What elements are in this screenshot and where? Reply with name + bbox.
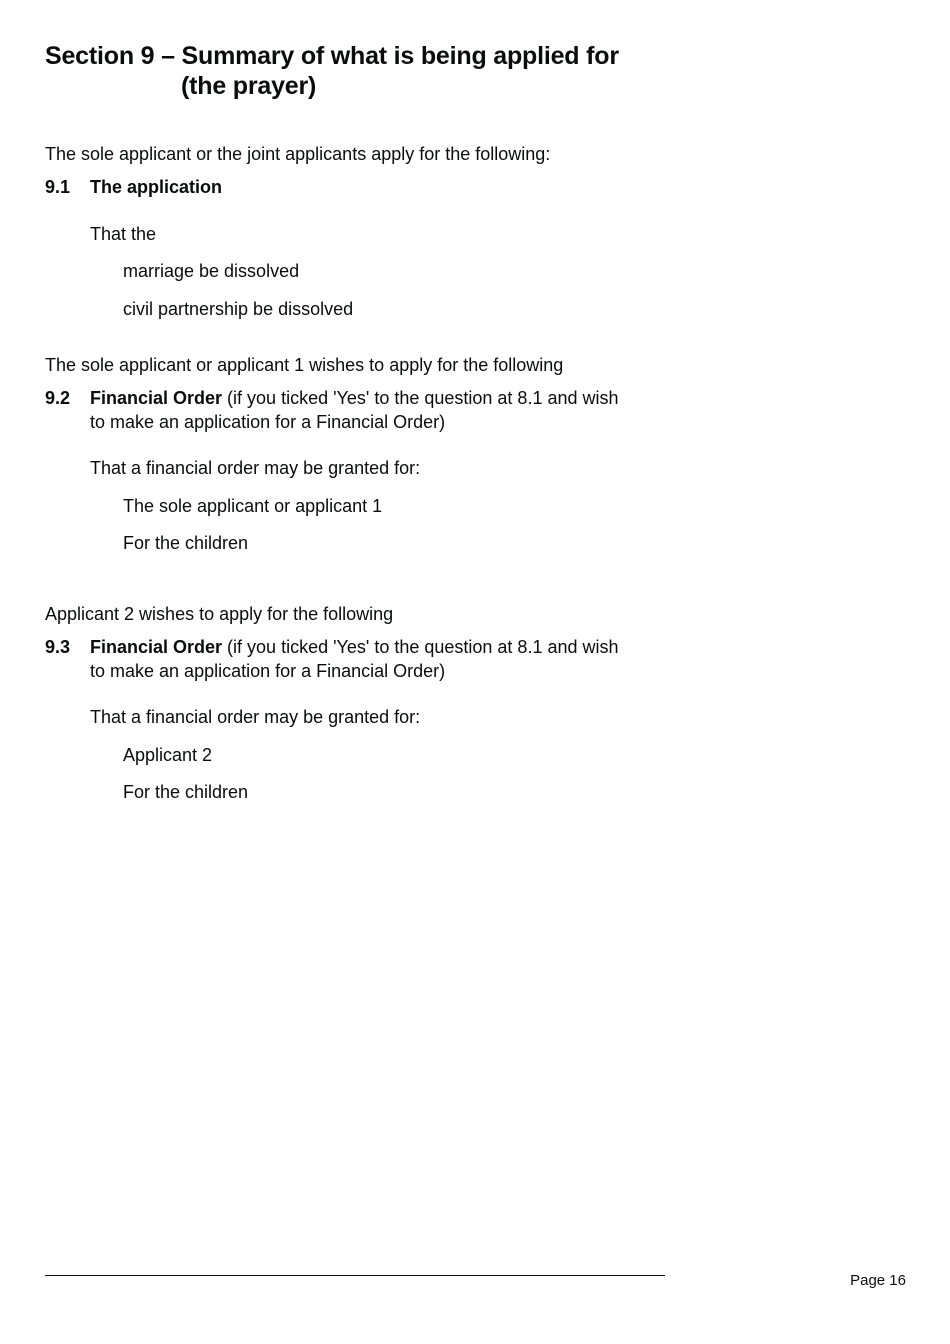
option-applicant-2: Applicant 2 <box>123 745 213 765</box>
question-title-9-3: Financial Order <box>90 637 223 657</box>
question-lead-9-1: That the <box>90 224 157 244</box>
question-lead-9-2: That a financial order may be granted for: <box>90 458 421 478</box>
question-note-9-2-line1: (if you ticked 'Yes' to the question at 8.1 and wish <box>222 388 619 408</box>
option-civil-partnership-dissolved: civil partnership be dissolved <box>123 299 354 319</box>
question-number-9-1: 9.1 <box>45 177 71 197</box>
question-lead-9-3: That a financial order may be granted for: <box>90 707 421 727</box>
question-title-9-1: The application <box>90 177 223 197</box>
option-sole-applicant: The sole applicant or applicant 1 <box>123 496 383 516</box>
question-note-9-3-line2: to make an application for a Financial Order) <box>90 661 446 681</box>
question-number-9-3: 9.3 <box>45 637 71 657</box>
question-heading-9-3 <box>90 635 619 659</box>
question-note-9-3-line1: (if you ticked 'Yes' to the question at 8.1 and wish <box>222 637 619 657</box>
option-children-9-2: For the children <box>123 533 249 553</box>
option-marriage-dissolved: marriage be dissolved <box>123 261 300 281</box>
footer-divider <box>45 1275 665 1276</box>
question-number-9-2: 9.2 <box>45 388 71 408</box>
question-title-9-2: Financial Order <box>90 388 223 408</box>
question-note-9-2-line2: to make an application for a Financial Order) <box>90 412 446 432</box>
s93-intro-text: Applicant 2 wishes to apply for the following <box>45 604 394 624</box>
page-number: Page 16 <box>850 1272 906 1289</box>
intro-text: The sole applicant or the joint applicants apply for the following: <box>45 144 551 164</box>
option-children-9-3: For the children <box>123 782 249 802</box>
s92-intro-text: The sole applicant or applicant 1 wishes to apply for the following <box>45 355 564 375</box>
section-title-line1: Section 9 – Summary of what is being applied for <box>45 42 619 70</box>
question-heading-9-2 <box>90 386 619 410</box>
section-title-line2: (the prayer) <box>181 72 317 100</box>
